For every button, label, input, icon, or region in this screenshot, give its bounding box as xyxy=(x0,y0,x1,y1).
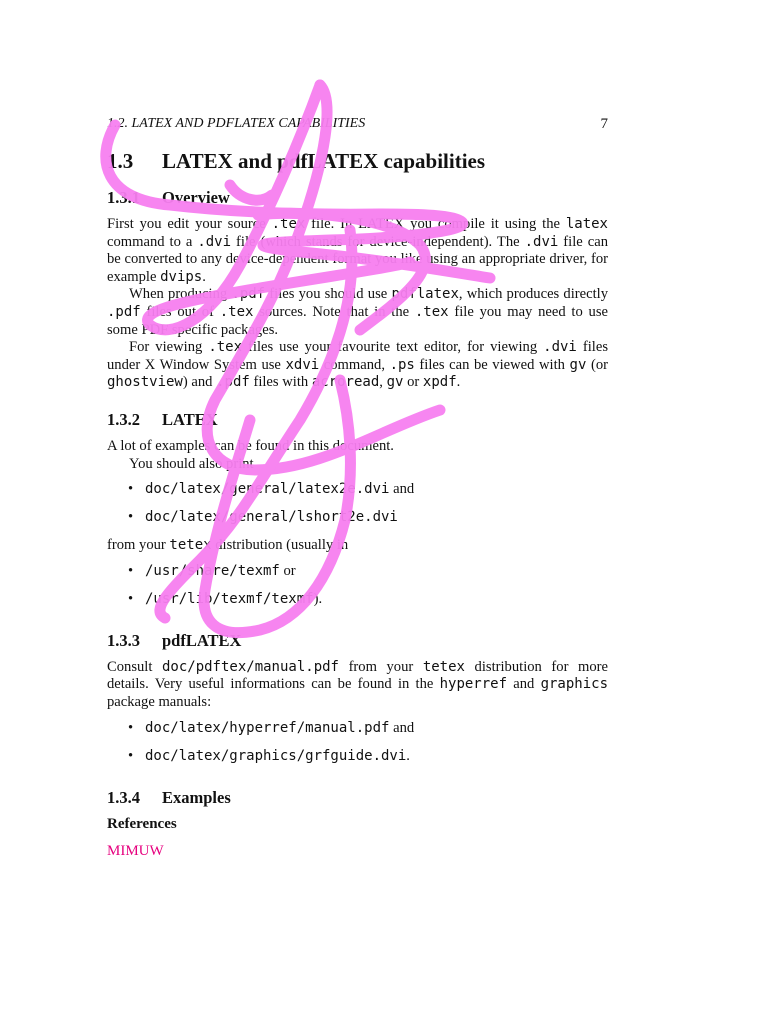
list-item: • /usr/share/texmf or xyxy=(128,562,296,579)
subsection-heading-pdflatex xyxy=(107,631,608,651)
subsection-title: pdfLATEX xyxy=(162,630,242,650)
paragraph-overview-2: When producing .pdf files you should use pdflatex, which produces directly .pdf files out of .tex sources. Note that in the .tex file you may need to use some PDF specific packages. xyxy=(107,286,608,338)
bullet-icon: • xyxy=(128,747,134,764)
paragraph-overview-1: First you edit your source .tex file. In LATEX you compile it using the latex command to a .dvi file (which stands for device-independent). The .dvi file can be converted to any device-dependent format you like using an appropriate driver, for example dvips. xyxy=(107,216,608,285)
subsection-number: 1.3.4 xyxy=(107,787,140,807)
references-heading: References xyxy=(107,815,177,832)
bullet-icon: • xyxy=(128,562,134,579)
subsection-heading-overview xyxy=(107,188,608,208)
subsection-title: Examples xyxy=(162,787,231,807)
subsection-number: 1.3.3 xyxy=(107,630,140,650)
subsection-heading-latex xyxy=(107,410,608,430)
page-number: 7 xyxy=(600,116,608,132)
paragraph-latex-1: A lot of examples can be found in this document. xyxy=(107,437,394,454)
subsection-heading-examples xyxy=(107,788,608,808)
list-item: • /usr/lib/texmf/texmf). xyxy=(128,590,323,607)
running-header xyxy=(107,116,608,132)
paragraph-latex-2: You should also print xyxy=(129,455,254,472)
bullet-icon: • xyxy=(128,481,134,498)
list-item: • doc/latex/general/latex2e.dvi and xyxy=(128,481,415,498)
bullet-icon: • xyxy=(128,719,134,736)
list-latex-docs xyxy=(107,481,608,526)
bullet-icon: • xyxy=(128,509,134,526)
section-title: LATEX and pdfLATEX capabilities xyxy=(162,149,486,173)
section-heading xyxy=(107,148,608,174)
bullet-icon: • xyxy=(128,590,134,607)
paragraph-latex-3: from your tetex distribution (usually in xyxy=(107,537,349,554)
mimuw-link[interactable]: MIMUW xyxy=(107,843,164,860)
subsection-number: 1.3.2 xyxy=(107,409,140,429)
section-number: 1.3 xyxy=(107,149,134,173)
running-title: 1.2. LATEX AND PDFLATEX CAPABILITIES xyxy=(107,116,366,131)
subsection-number: 1.3.1 xyxy=(107,188,140,207)
paragraph-pdflatex-1: Consult doc/pdftex/manual.pdf from your tetex distribution for more details. Very useful informations can be found in the hyperref and graphics package manuals: xyxy=(107,658,608,710)
list-item: • doc/latex/hyperref/manual.pdf and xyxy=(128,719,415,736)
list-item: • doc/latex/graphics/grfguide.dvi. xyxy=(128,747,410,764)
page-content xyxy=(107,148,608,861)
subsection-title: LATEX xyxy=(162,409,218,429)
subsection-title: Overview xyxy=(162,188,230,207)
paragraph-overview-3: For viewing .tex files use your favourite text editor, for viewing .dvi files under X Window System use xdvi command, .ps files can be viewed with gv (or ghostview) and .pdf files with acroread, gv or xpdf. xyxy=(107,339,608,391)
list-pdflatex-manuals xyxy=(107,720,608,765)
list-latex-paths xyxy=(107,563,608,608)
list-item: • doc/latex/general/lshort2e.dvi xyxy=(128,509,398,526)
